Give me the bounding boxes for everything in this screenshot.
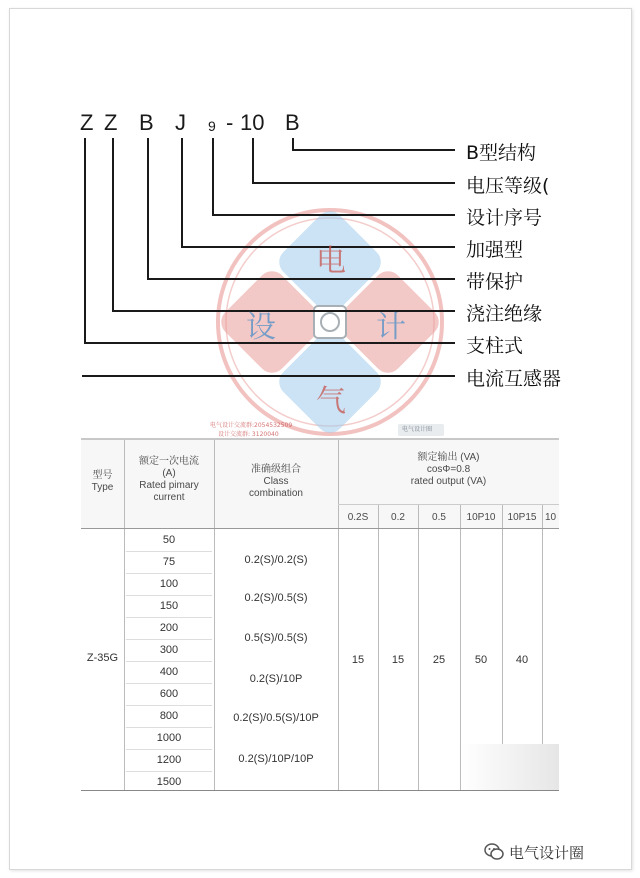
current-value: 75 [126, 552, 212, 574]
code-letter: - [226, 110, 234, 135]
current-value: 200 [126, 618, 212, 640]
class-value: 0.2(S)/10P/10P [238, 753, 314, 765]
watermark-char: 电 [316, 244, 346, 279]
current-value: 50 [126, 530, 212, 552]
class-value: 0.5(S)/0.5(S) [244, 632, 308, 644]
watermark-note: 设计交流群: 3120040 [218, 431, 279, 438]
class-value: 0.2(S)/0.5(S)/10P [233, 712, 319, 724]
header-class [214, 464, 338, 500]
watermark-char: 设 [246, 310, 276, 345]
header-rated-output [338, 452, 559, 488]
current-list [126, 530, 212, 793]
table-divider [418, 504, 419, 790]
header-line: Rated pimary [139, 480, 199, 491]
table-shadow [461, 744, 559, 790]
header-line: rated output (VA) [410, 476, 487, 487]
header-line: combination [249, 488, 303, 499]
header-line: (A) [162, 468, 176, 479]
subheader-output: 0.2S [347, 512, 369, 523]
table-divider [378, 504, 379, 790]
code-letter: 10 [240, 110, 265, 135]
header-rated-current [124, 456, 214, 504]
code-letter: Z [104, 110, 118, 135]
current-value: 100 [126, 574, 212, 596]
output-value: 50 [474, 654, 488, 666]
subheader-output: 0.2 [391, 512, 405, 523]
header-line: Class [263, 476, 289, 487]
label-protection: 带保护 [466, 271, 524, 293]
code-letter: B [139, 110, 154, 135]
wechat-icon [484, 843, 504, 861]
class-value: 0.2(S)/0.2(S) [244, 554, 308, 566]
header-type [81, 470, 124, 494]
table-rule [338, 504, 559, 505]
header-line: 额定一次电流 [139, 456, 199, 467]
class-value: 0.2(S)/10P [249, 673, 303, 685]
current-value: 1200 [126, 750, 212, 772]
code-letter: Z [80, 110, 94, 135]
header-line: 准确级组合 [251, 464, 301, 475]
current-value: 400 [126, 662, 212, 684]
watermark-char: 计 [376, 310, 406, 345]
header-line: Type [91, 482, 114, 493]
label-design-number: 设计序号 [466, 207, 543, 229]
label-voltage-level: 电压等级( [466, 175, 550, 197]
current-value: 300 [126, 640, 212, 662]
label-current-transformer: 电流互感器 [466, 368, 562, 390]
output-value: 40 [515, 654, 529, 666]
table-rule [81, 528, 559, 529]
class-value: 0.2(S)/0.5(S) [244, 592, 308, 604]
current-value: 800 [126, 706, 212, 728]
subheader-output: 10P15 [507, 512, 537, 523]
code-letter: 9 [208, 118, 216, 134]
header-line: current [153, 492, 185, 503]
subheader-output: 0.5 [432, 512, 446, 523]
current-value: 600 [126, 684, 212, 706]
current-value: 150 [126, 596, 212, 618]
watermark-char: 气 [316, 384, 346, 419]
output-value: 15 [391, 654, 405, 666]
type-value: Z-35G [86, 652, 119, 664]
footer-brand: 电气设计圈 [509, 844, 585, 862]
label-reinforced: 加强型 [466, 239, 524, 261]
header-line: 型号 [92, 470, 113, 481]
current-value: 1000 [126, 728, 212, 750]
label-structure: B型结构 [466, 142, 537, 164]
code-letter: J [175, 110, 186, 135]
code-letter: B [285, 110, 300, 135]
header-line: 额定输出 (VA) [417, 452, 480, 463]
output-value: 15 [351, 654, 365, 666]
output-value: 25 [432, 654, 446, 666]
subheader-output: 10P10 [466, 512, 496, 523]
watermark-badge: 电气设计圈 [398, 424, 444, 436]
table-divider [338, 440, 339, 790]
spec-table [81, 438, 559, 791]
watermark-note: 电气设计交流群:2054532509 [210, 422, 293, 429]
label-post-type: 支柱式 [466, 335, 524, 357]
header-line: cosΦ=0.8 [426, 464, 471, 475]
label-cast-insulation: 浇注绝缘 [466, 303, 543, 325]
current-value: 1500 [156, 776, 182, 788]
subheader-output: 10 [544, 512, 557, 523]
